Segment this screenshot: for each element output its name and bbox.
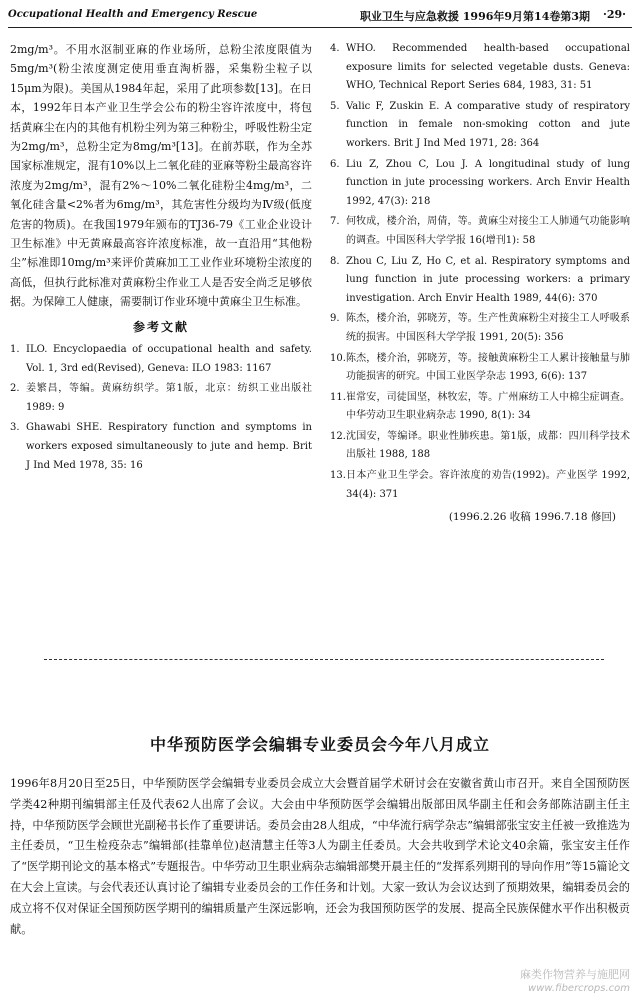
reference-text: Ghawabi SHE. Respiratory function and symptoms in workers exposed simultaneously to jute and hemp. Brit J Ind Med 1978, 35: 16: [26, 422, 312, 471]
reference-item: [330, 253, 630, 309]
reference-number: 8.: [330, 255, 340, 267]
reference-text: 陈杰，楼介治，郭晓芳，等。接触黄麻粉尘工人累计接触量与肺功能损害的研究。中国工业医学杂志 1993, 6(6): 137: [346, 352, 630, 383]
journal-title-en: Occupational Health and Emergency Rescue: [8, 9, 258, 20]
reference-item: [330, 156, 630, 212]
page-header: [0, 0, 640, 28]
references-list-right: [330, 40, 630, 504]
reference-number: 11.: [330, 391, 346, 403]
header-rule: [8, 27, 632, 28]
reference-number: 13.: [330, 470, 346, 482]
reference-text: 陈杰，楼介治，郭晓芳，等。生产性黄麻粉尘对接尘工人呼吸系统的损害。中国医科大学学报 1991, 20(5): 356: [346, 313, 630, 343]
reference-text: Zhou C, Liu Z, Ho C, et al. Respiratory symptoms and lung function in jute processing workers: a primary investigation. Arch Envir Health 1989, 44(6): 370: [346, 255, 630, 304]
news-body: 1996年8月20日至25日，中华预防医学会编辑专业委员会成立大会暨首届学术研讨会在安徽省黄山市召开。来自全国预防医学类42种期刊编辑部主任及代表62人出席了会议。大会由中华预防医学会编辑出版部田凤华副主任和会务部陈洁副主任主持，中华预防医学会顾世光副秘书长作了重要讲话。委员会由28人组成，“中华流行病学杂志”编辑部张宝安主任被一致推选为主任委员，“卫生检疫杂志”编辑部(挂靠单位)赵清慧主任等3人为副主任委员。大会共收到学术论文40余篇，张宝安主任作了“医学期刊论文的基本格式”专题报告。中华劳动卫生职业病杂志编辑部樊开晨主任的“发挥系列期刊的导向作用”等15篇论文在大会上宣读。与会代表还认真讨论了编辑专业委员会的工作任务和计划。大家一致认为会议达到了预期效果，编辑委员会的成立将不仅对保证全国预防医学期刊的编辑质量产生深远影响，还会为我国预防医学的发展、提高全民族保健水平作出积极贡献。: [10, 777, 630, 936]
reference-item: [10, 380, 312, 417]
site-watermark: [520, 968, 630, 996]
reference-text: ILO. Encyclopaedia of occupational health and safety. Vol. 1, 3rd ed(Revised), Geneva: ILO 1983: 1167: [26, 344, 312, 374]
reference-number: 7.: [330, 216, 340, 228]
reference-text: WHO. Recommended health-based occupational exposure limits for selected vegetable dusts. Geneva: WHO, Technical Report Series 684, 1983, 31: 51: [346, 43, 630, 92]
reference-number: 4.: [330, 43, 340, 54]
body-paragraph: 2mg/m³。不用水沤制亚麻的作业场所，总粉尘浓度限值为5mg/m³(粉尘浓度测定使用垂直淘析器，采集粉尘粒子以15μm为限)。美国从1984年起，采用了此项参数[13]。在日本，1992年日本产业卫生学会公布的粉尘容许浓度中，将包括黄麻尘在内的其他有机粉尘列为第三种粉尘，呼吸性粉尘定为2mg/m³，总粉尘定为8mg/m³[13]。在前苏联，作为全苏国家标准规定，混有10%以上二氧化硅的亚麻等粉尘最高容许浓度为2mg/m³，混有2%～10%二氧化硅粉尘4mg/m³，二氧化硅含量<2%者为6mg/m³，其危害性分级均为Ⅳ级(低度危害的物质)。在我国1979年颁布的TJ36-79《工业企业设计卫生标准》中无黄麻最高容许浓度标准，故一直沿用“其他粉尘”标准即10mg/m³来评价黄麻加工工业作业环境粉尘浓度的高低，但执行此标准对黄麻粉尘作业工人是否安全尚乏足够依据。为保障工人健康，需要制订作业环境中黄麻尘卫生标准。: [10, 43, 312, 309]
reference-item: [10, 341, 312, 378]
reference-text: Liu Z, Zhou C, Lou J. A longitudinal study of lung function in jute processing workers. Arch Envir Health 1992, 47(3): 218: [346, 158, 630, 207]
reference-number: 12.: [330, 430, 346, 442]
reference-text: 日本产业卫生学会。容许浓度的劝告(1992)。产业医学 1992, 34(4): 371: [346, 470, 630, 500]
page-number: ·29·: [603, 8, 626, 21]
journal-issue-cn: 职业卫生与应急救援 1996年9月第14卷第3期: [359, 10, 590, 23]
reference-text: 崔常安，司徒国坚，林牧宏，等。广州麻纺工人中棉尘症调查。中华劳动卫生职业病杂志 1990, 8(1): 34: [346, 391, 630, 422]
reference-item: [330, 467, 630, 504]
reference-number: 9.: [330, 313, 340, 325]
reference-item: [330, 40, 630, 96]
watermark-site-name: 麻类作物营养与施肥网: [520, 968, 630, 981]
reference-number: 2.: [10, 383, 20, 395]
reference-number: 10.: [330, 352, 346, 364]
reference-text: 何牧成，楼介治，周倩，等。黄麻尘对接尘工人肺通气功能影响的调查。中国医科大学学报 16(增刊1): 58: [346, 216, 630, 246]
reference-item: [10, 419, 312, 475]
left-column: [10, 40, 312, 477]
references-list-left: [10, 341, 312, 475]
reference-number: 5.: [330, 100, 340, 112]
watermark-url: www.fibercrops.com: [528, 983, 630, 994]
right-column: [330, 40, 630, 528]
reference-text: 姜繁昌，等编。黄麻纺织学。第1版，北京：纺织工业出版社 1989: 9: [26, 383, 312, 413]
section-separator: [44, 659, 604, 660]
news-title: 中华预防医学会编辑专业委员会今年八月成立: [149, 735, 490, 754]
reference-number: 3.: [10, 422, 20, 434]
reference-text: Valic F, Zuskin E. A comparative study of respiratory function in female non-smoking cotton and jute workers. Brit J Ind Med 1971, 28: 364: [346, 100, 630, 149]
reference-number: 1.: [10, 344, 20, 356]
references-title: 参考文献: [132, 319, 189, 334]
reference-item: [330, 350, 630, 387]
reference-item: [330, 428, 630, 465]
reference-item: [330, 310, 630, 347]
reference-item: [330, 98, 630, 154]
reference-number: 6.: [330, 158, 340, 170]
reference-item: [330, 213, 630, 250]
received-date: (1996.2.26 收稿 1996.7.18 修回): [448, 511, 616, 524]
reference-text: 沈国安，等编译。职业性肺疾患。第1版，成都：四川科学技术出版社 1988, 188: [346, 430, 630, 461]
reference-item: [330, 389, 630, 426]
